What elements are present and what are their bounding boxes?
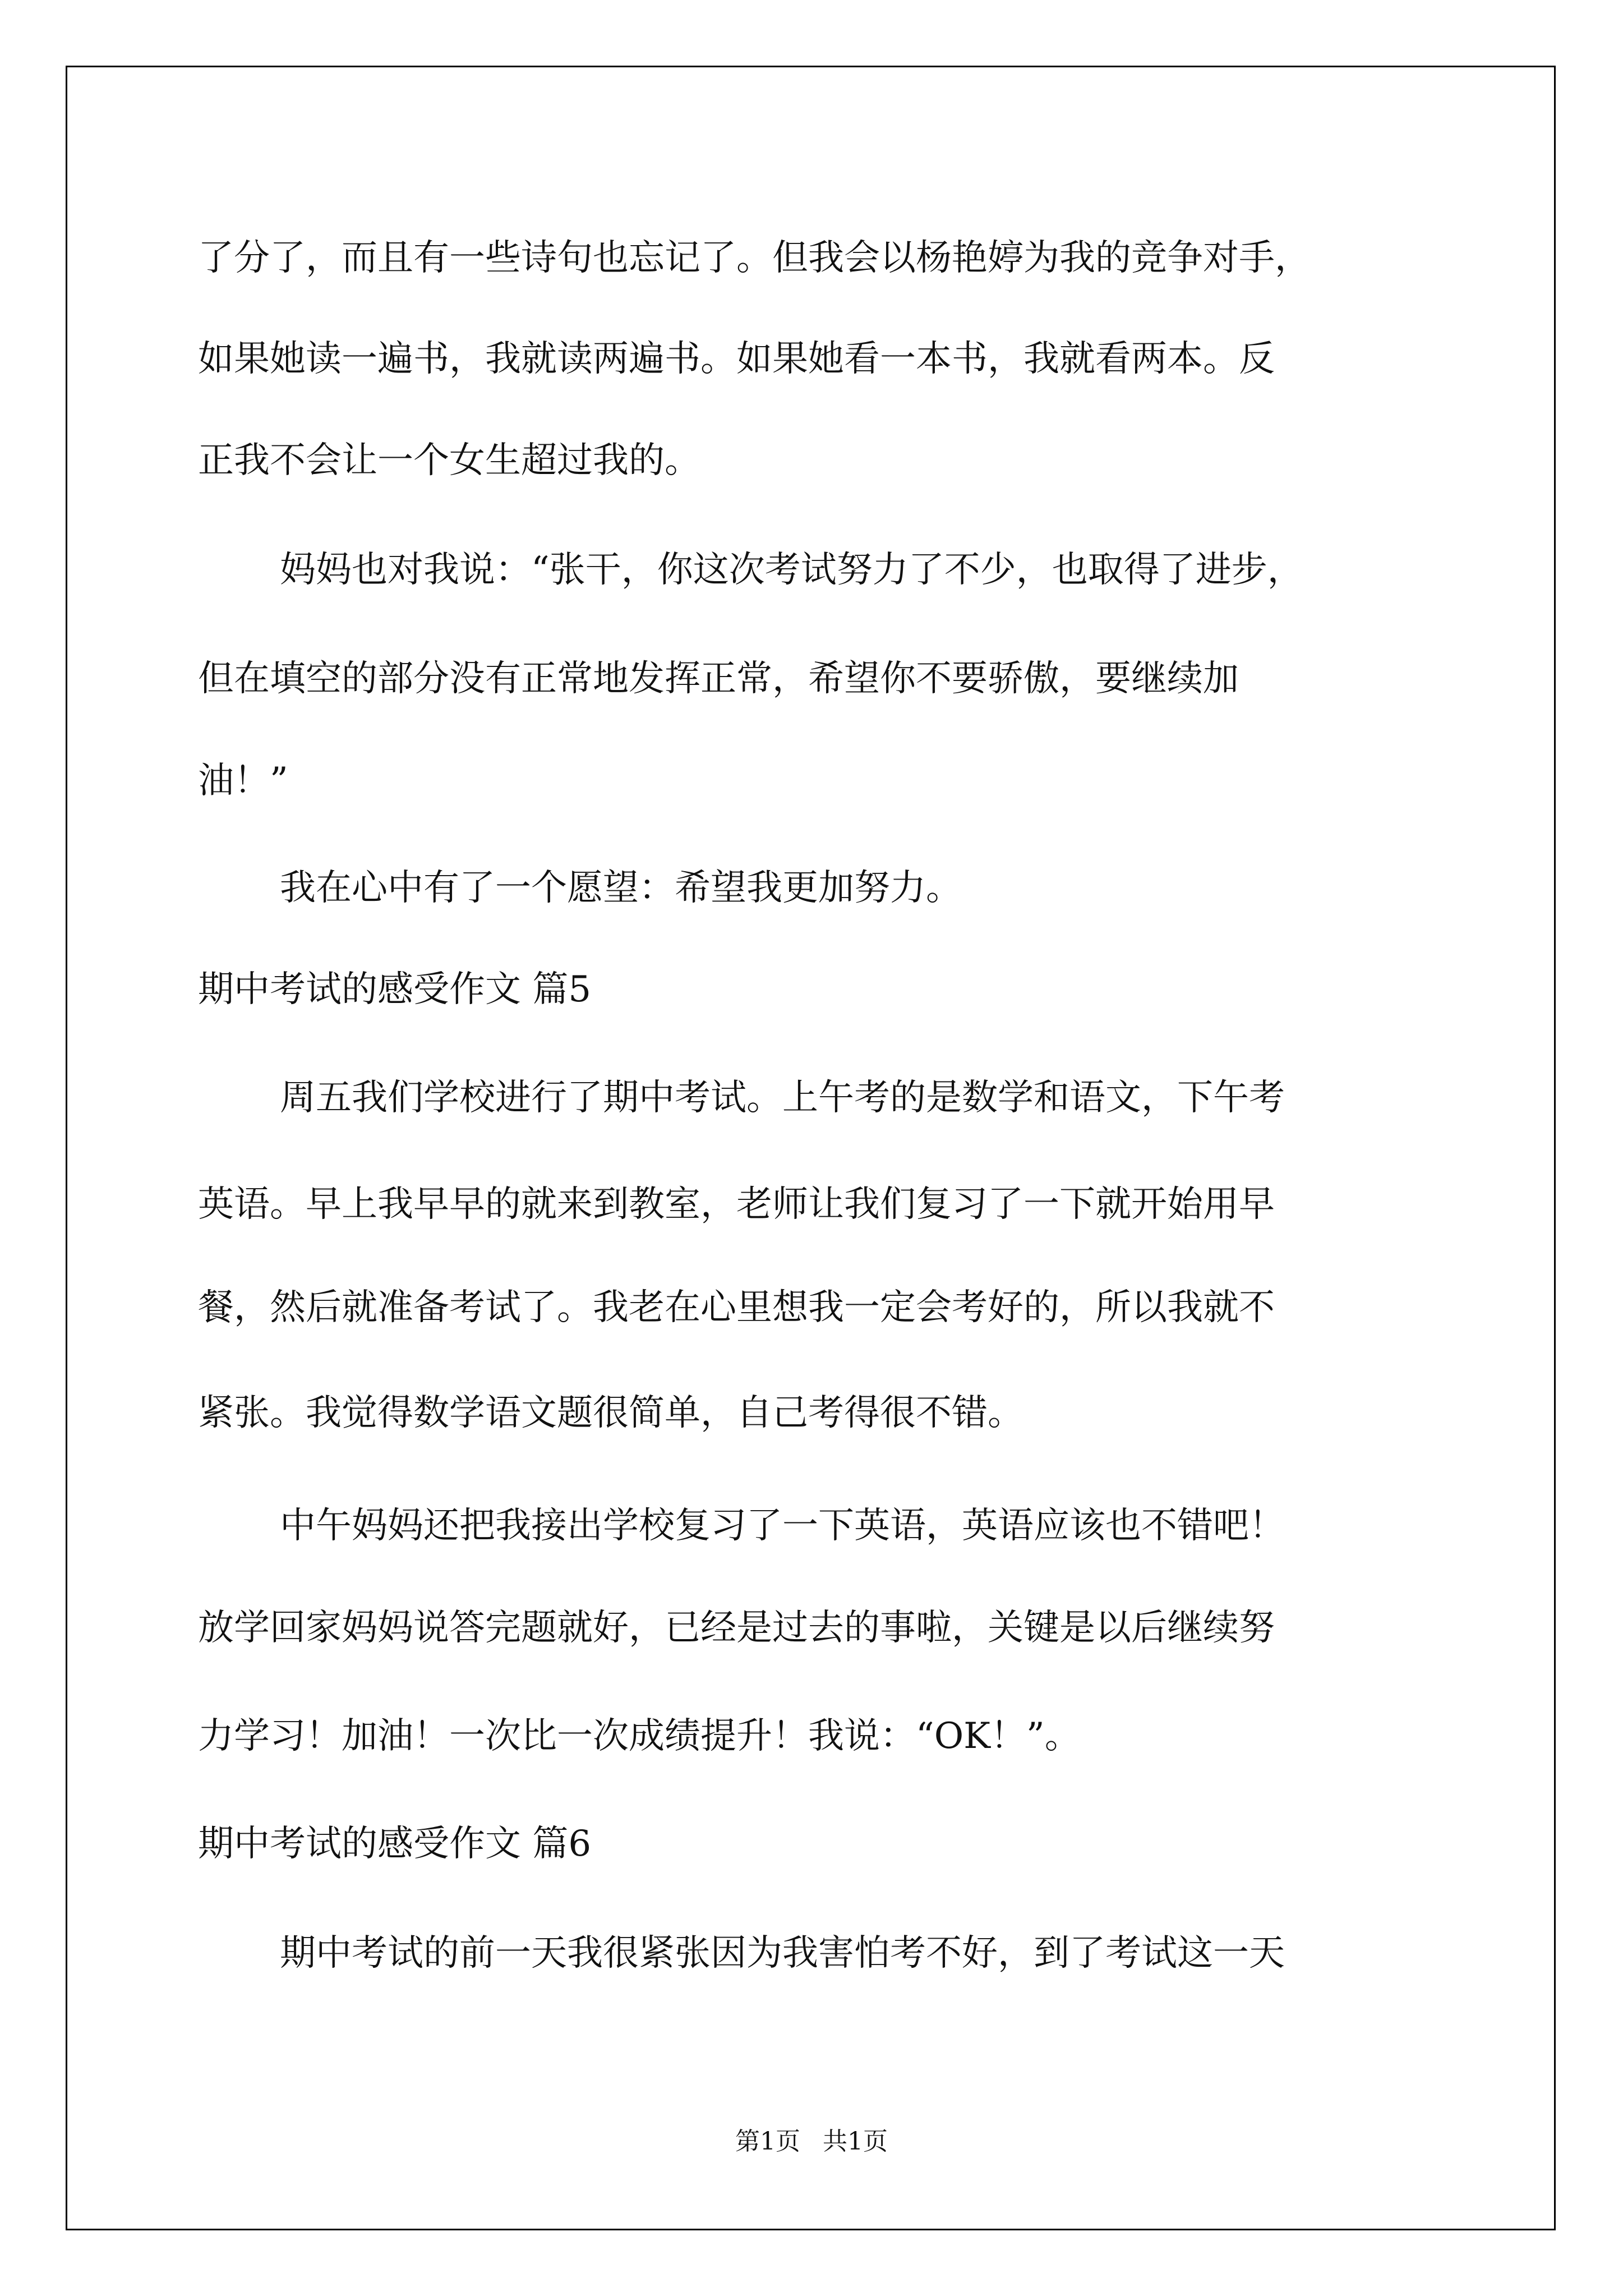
page-number: 第1页 [735, 2127, 800, 2156]
paragraph-line: 期中考试的前一天我很紧张因为我害怕考不好，到了考试这一天 [280, 1932, 1285, 1974]
paragraph-line: 周五我们学校进行了期中考试。上午考的是数学和语文，下午考 [280, 1077, 1285, 1119]
section-heading: 期中考试的感受作文 篇6 [198, 1823, 592, 1865]
paragraph-line: 了分了，而且有一些诗句也忘记了。但我会以杨艳婷为我的竞争对手， [198, 237, 1311, 279]
paragraph-line: 英语。早上我早早的就来到教室，老师让我们复习了一下就开始用早 [198, 1184, 1275, 1225]
paragraph-line: 力学习！加油！一次比一次成绩提升！我说：“OK！”。 [198, 1715, 1081, 1757]
paragraph-line: 中午妈妈还把我接出学校复习了一下英语，英语应该也不错吧！ [280, 1505, 1285, 1547]
paragraph-line: 餐，然后就准备考试了。我老在心里想我一定会考好的，所以我就不 [198, 1287, 1275, 1328]
page-frame [66, 66, 1556, 2230]
paragraph-line: 正我不会让一个女生超过我的。 [198, 440, 700, 481]
page-total: 共1页 [823, 2127, 888, 2156]
paragraph-line: 但在填空的部分没有正常地发挥正常，希望你不要骄傲，要继续加 [198, 658, 1239, 700]
paragraph-line: 如果她读一遍书，我就读两遍书。如果她看一本书，我就看两本。反 [198, 338, 1275, 380]
paragraph-line: 妈妈也对我说：“张干，你这次考试努力了不少，也取得了进步， [280, 549, 1303, 591]
paragraph-line: 紧张。我觉得数学语文题很简单，自己考得很不错。 [198, 1392, 1023, 1434]
paragraph-line: 放学回家妈妈说答完题就好，已经是过去的事啦，关键是以后继续努 [198, 1607, 1275, 1649]
section-heading: 期中考试的感受作文 篇5 [198, 969, 592, 1010]
page-footer [0, 2129, 1623, 2154]
paragraph-line: 油！” [198, 760, 288, 802]
paragraph-line: 我在心中有了一个愿望：希望我更加努力。 [280, 867, 962, 909]
